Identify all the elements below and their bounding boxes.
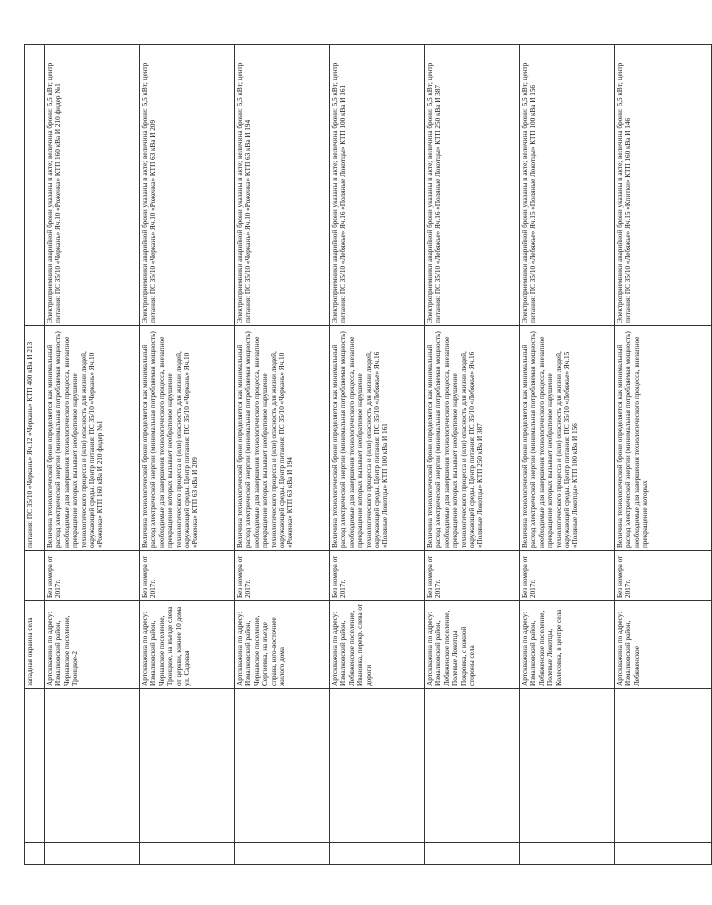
table-row bbox=[45, 45, 140, 865]
number-cell bbox=[25, 551, 45, 601]
number-cell: Без номера от 2017г. bbox=[330, 551, 425, 601]
tech-reserve-cell: Величина технологической брони определяется как минимальный расход электрической энергии (минимальная потребляемая мощность) необходимые для завершения технологического процесса, внезапное прекращение которых bbox=[615, 326, 712, 551]
empty-cell bbox=[520, 689, 615, 843]
emergency-reserve-cell: Электроприемники аварийной брони указаны в акте; величина брони: 5,5 кВт; центр питания: ПС 35/10 «Лебяжье» Яч.15 «Кпитки» КТП 160 кВа И 146 bbox=[615, 45, 712, 326]
empty-cell bbox=[140, 689, 235, 843]
empty-cell bbox=[425, 689, 520, 843]
index-cell bbox=[425, 843, 520, 865]
table-row bbox=[615, 45, 712, 865]
number-cell: Без номера от 2017г. bbox=[615, 551, 712, 601]
power-reserve-table bbox=[24, 44, 712, 865]
index-cell bbox=[615, 843, 712, 865]
number-cell: Без номера от 2017г. bbox=[520, 551, 615, 601]
number-cell: Без номера от 2017г. bbox=[140, 551, 235, 601]
table-row bbox=[25, 45, 45, 865]
number-cell: Без номера от 2017г. bbox=[235, 551, 330, 601]
tech-reserve-cell: питания: ПС 35/10 «Черкань» Яч.12 «Черкань» КТП 400 кВа И 213 bbox=[25, 326, 45, 551]
rotated-table-container bbox=[24, 45, 650, 865]
address-cell: Артскважина по адресу: Измалковский район, Лебяженское bbox=[615, 601, 712, 689]
index-cell bbox=[45, 843, 140, 865]
table-row bbox=[425, 45, 520, 865]
address-cell: Артскважина по адресу: Измалковский район, Лебяженское поселение, Полевые Локотцы Покровка, с южной стороны села bbox=[425, 601, 520, 689]
table-row bbox=[140, 45, 235, 865]
index-cell bbox=[330, 843, 425, 865]
table-row bbox=[520, 45, 615, 865]
emergency-reserve-cell: Электроприемники аварийной брони указаны в акте; величина брони: 5,5 кВт; центр питания: ПС 35/10 «Черкань» Яч.10 «Роженка» КТП 63 кВа И 209 bbox=[140, 45, 235, 326]
index-cell bbox=[25, 843, 45, 865]
address-cell: Артскважина по адресу: Измалковский район, Лебяженское поселение, Полевые Локотцы, Колесовка, в центре села bbox=[520, 601, 615, 689]
tech-reserve-cell: Величина технологической брони определяется как минимальный расход электрической энергии (минимальная потребляемая мощность) необходимые для завершения технологического процесса, внезапное прекращение которых вызывает необратимое нарушение технологического процесса и (или) опасность для жизни людей, окружающей среды. Центр питания: ПС 35/10 «Лебяжье» Яч.15 «Поляные Локотцы» КТП 100 кВа И 156 bbox=[520, 326, 615, 551]
emergency-reserve-cell: Электроприемники аварийной брони указаны в акте; величина брони: 5,5 кВт; центр питания: ПС 35/10 «Черкань» Яч.10 «Роженка» КТП 160 кВа И 210 фидер №1 bbox=[45, 45, 140, 326]
emergency-reserve-cell bbox=[25, 45, 45, 326]
emergency-reserve-cell: Электроприемники аварийной брони указаны в акте; величина брони: 5,5 кВт; центр питания: ПС 35/10 «Лебяжье» Яч.15 «Поляные Локотцы» КТП 100 кВа И 156 bbox=[520, 45, 615, 326]
empty-cell bbox=[330, 689, 425, 843]
address-cell: Артскважина по адресу: Измалковский район, Чернавское поселение, Сергиевка, на въезде справа, юго-восточнее жилого дома bbox=[235, 601, 330, 689]
index-cell bbox=[140, 843, 235, 865]
table-row bbox=[330, 45, 425, 865]
table-row bbox=[235, 45, 330, 865]
address-cell: Артскважина по адресу: Измалковский район, Чернавское поселение, Троицкое-2 bbox=[45, 601, 140, 689]
tech-reserve-cell: Величина технологической брони определяется как минимальный расход электрической энергии (минимальная потребляемая мощность) необходимые для завершения технологического процесса, внезапное прекращение которых вызывает необратимое нарушение технологического процесса и (или) опасность для жизни людей, окружающей среды. Центр питания: ПС 35/10 «Лебяжье» Яч.16 «Поляные Локотцы» КТП 100 кВа И 161 bbox=[330, 326, 425, 551]
number-cell: Без номера от 2017г. bbox=[45, 551, 140, 601]
address-cell: западная окраина села bbox=[25, 601, 45, 689]
emergency-reserve-cell: Электроприемники аварийной брони указаны в акте; величина брони: 5,5 кВт; центр питания: ПС 35/10 «Черкань» Яч.10 «Роженка» КТП 63 кВа И 194 bbox=[235, 45, 330, 326]
empty-cell bbox=[615, 689, 712, 843]
index-cell bbox=[235, 843, 330, 865]
empty-cell bbox=[45, 689, 140, 843]
number-cell: Без номера от 2017г. bbox=[425, 551, 520, 601]
emergency-reserve-cell: Электроприемники аварийной брони указаны в акте; величина брони: 5,5 кВт; центр питания: ПС 35/10 «Лебяжье» Яч.16 «Поляные Локотцы» КТП 100 кВа И 161 bbox=[330, 45, 425, 326]
tech-reserve-cell: Величина технологической брони определяется как минимальный расход электрической энергии (минимальная потребляемая мощность) необходимые для завершения технологического процесса, внезапное прекращение которых вызывает необратимое нарушение технологического процесса и (или) опасность для жизни людей, окружающей среды. Центр питания: ПС 35/10 «Черкань» Яч.10 «Роженка» КТП 63 кВа И 209 bbox=[140, 326, 235, 551]
tech-reserve-cell: Величина технологической брони определяется как минимальный расход электрической энергии (минимальная потребляемая мощность) необходимые для завершения технологического процесса, внезапное прекращение которых вызывает необратимое нарушение технологического процесса и (или) опасность для жизни людей, окружающей среды. Центр питания: ПС 35/10 «Лебяжье» Яч.16 «Поляные Локотцы» КТП 250 кВа И 387 bbox=[425, 326, 520, 551]
tech-reserve-cell: Величина технологической брони определяется как минимальный расход электрической энергии (минимальная потребляемая мощность) необходимые для завершения технологического процесса, внезапное прекращение которых вызывает необратимое нарушение технологического процесса и (или) опасность для жизни людей, окружающей среды. Центр питания: ПС 35/10 «Черкань» Яч.10 «Роженка» КТП 160 кВа И 210 фидер №1 bbox=[45, 326, 140, 551]
empty-cell bbox=[25, 689, 45, 843]
address-cell: Артскважина по адресу: Измалковский район, Лебяженское поселение, Ивановка, перекр. слева от дороги bbox=[330, 601, 425, 689]
emergency-reserve-cell: Электроприемники аварийной брони указаны в акте; величина брони: 5,5 кВт; центр питания: ПС 35/10 «Лебяжье» Яч.16 «Поляные Локотцы» КТП 250 кВа И 387 bbox=[425, 45, 520, 326]
index-cell bbox=[520, 843, 615, 865]
address-cell: Артскважина по адресу: Измалковский район, Чернавское поселение, Троицкое, на въезде слева от церкви, южнее 10 дома ул. Садовая bbox=[140, 601, 235, 689]
empty-cell bbox=[235, 689, 330, 843]
tech-reserve-cell: Величина технологической брони определяется как минимальный расход электрической энергии (минимальная потребляемая мощность) необходимые для завершения технологического процесса, внезапное прекращение которых вызывает необратимое нарушение технологического процесса и (или) опасность для жизни людей, окружающей среды. Центр питания: ПС 35/10 «Черкань» Яч.10 «Роженка» КТП 63 кВа И 194 bbox=[235, 326, 330, 551]
